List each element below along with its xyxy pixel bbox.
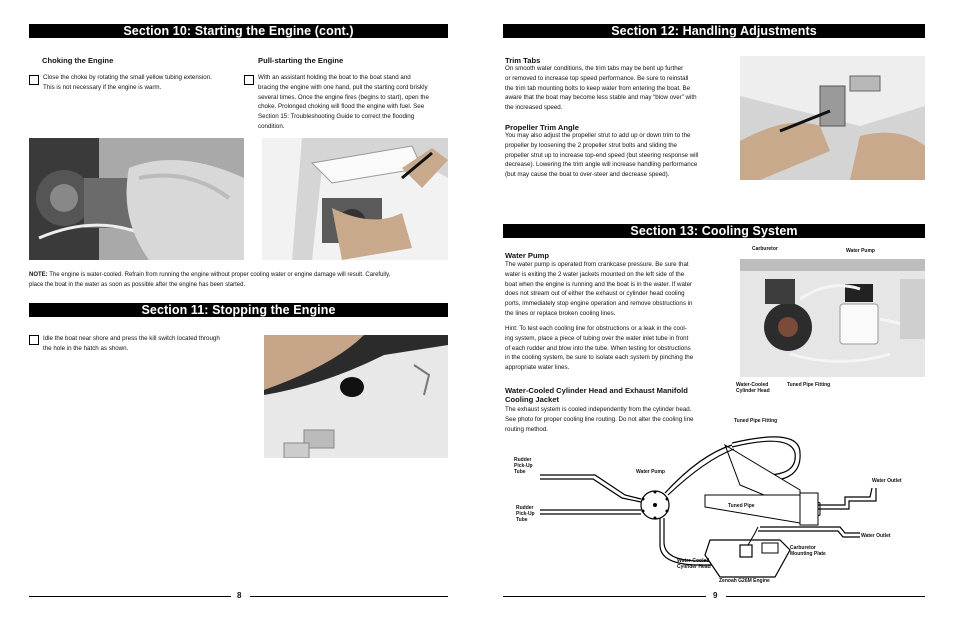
choking-heading: Choking the Engine: [42, 56, 114, 65]
cylinder-head-text: The exhaust system is cooled independently from the cylinder head. See photo for proper cooling line routing. Do not alter the cooling line routing method.: [505, 406, 694, 433]
trim-tabs-text: On smooth water conditions, the trim tabs may be bent up further or removed to increase top speed performance. Be sure to reinstall the trim tab mounting bolts to keep water from entering the boat. Be aware that the boat may become less stable and may “blow over” with the increased speed.: [505, 65, 697, 112]
trim-tab-photo-art: [740, 56, 925, 180]
note-label: NOTE:: [29, 272, 48, 278]
photo-label-cylinder-head: Water-Cooled Cylinder Head: [736, 382, 770, 394]
propeller-trim-heading: Propeller Trim Angle: [505, 123, 579, 132]
note-text: NOTE: The engine is water-cooled. Refrain from running the engine without proper cooling water or engine damage will result. Carefully, place the boat in the water as soon as possible after the engine has been started.: [29, 272, 391, 288]
cylinder-head-heading: Water-Cooled Cylinder Head and Exhaust Manifold Cooling Jacket: [505, 386, 688, 404]
pull-start-photo-art: [262, 138, 448, 260]
diagram-water-outlet-line-2: [760, 527, 860, 533]
pull-starting-checkbox[interactable]: [244, 75, 254, 85]
diagram-cylinder-head-block: [740, 545, 752, 557]
diagram-label-water-outlet-1: Water Outlet: [872, 478, 902, 484]
kill-switch-photo: [264, 335, 448, 458]
diagram-label-carburetor-plate: Carburetor Mounting Plate: [790, 545, 826, 557]
stopping-checkbox[interactable]: [29, 335, 39, 345]
hint-text: Hint: To test each cooling line for obstructions or a leak in the cool- ing system, place a piece of tubing over the water inlet tube in front of each rudder and blow into the tube. When testing for obstructions in the cooling system, be sure to isolate each system by pinching the appropriate water lines.: [505, 325, 694, 372]
cooling-photo: [740, 259, 925, 377]
trim-tab-photo: [740, 56, 925, 180]
diagram-label-cylinder-head: Water-Cooled Cylinder Head: [677, 558, 711, 570]
diagram-label-tuned-pipe: Tuned Pipe: [728, 503, 755, 509]
pull-starting-heading: Pull-starting the Engine: [258, 56, 344, 65]
choking-checkbox[interactable]: [29, 75, 39, 85]
trim-tabs-heading: Trim Tabs: [505, 56, 541, 65]
diagram-water-outlet-line-1: [818, 488, 872, 505]
diagram-label-water-pump: Water Pump: [636, 469, 665, 475]
photo-label-tuned-pipe-fitting: Tuned Pipe Fitting: [787, 382, 831, 388]
section-11-title: Section 11: Stopping the Engine: [141, 303, 336, 317]
diagram-label-water-outlet-2: Water Outlet: [861, 533, 891, 539]
left-footer-rule-1: [29, 596, 231, 597]
section-13-header: [503, 224, 925, 238]
section-13-title: Section 13: Cooling System: [630, 224, 798, 238]
pull-start-photo: [262, 138, 448, 260]
kill-switch-photo-art: [264, 335, 448, 458]
page-number-9: 9: [713, 591, 718, 600]
left-footer-rule-2: [250, 596, 448, 597]
choke-photo-art: [29, 138, 244, 260]
diagram-label-rudder-pickup-2: Rudder Pick-Up Tube: [516, 505, 535, 523]
page-number-8: 8: [237, 591, 242, 600]
choking-text: Close the choke by rotating the small yellow tubing extension. This is not necessary if the engine is warm.: [43, 74, 212, 91]
cooling-diagram: [500, 415, 925, 590]
cooling-photo-art: [740, 259, 925, 377]
choke-photo: [29, 138, 244, 260]
water-pump-text: The water pump is operated from crankcase pressure. Be sure that water is exiting the 2 water jackets mounted on the left side of the boat when the engine is running and the boat is in the water. If water does not stream out of either the exhaust or cylinder head cooling ports, immediately stop engine operation and remove obstructions in the lines or replace broken cooling lines.: [505, 261, 693, 317]
photo-label-carburetor: Carburetor: [752, 246, 778, 252]
section-11-header: [29, 303, 448, 317]
diagram-carburetor-plate: [762, 543, 778, 553]
pull-starting-text: With an assistant holding the boat to the boat stand and bracing the engine with one hand, pull the starting cord briskly several times. Once the engine fires (begins to start), open the choke. Prolonged choking will flood the engine with fuel. See Section 15: Troubleshooting Guide to correct the flooding condition.: [258, 74, 429, 130]
diagram-label-engine: Zenoah G26M Engine: [719, 578, 770, 584]
section-10-title: Section 10: Starting the Engine (cont.): [123, 24, 354, 38]
section-12-header: [503, 24, 925, 38]
photo-label-water-pump: Water Pump: [846, 248, 875, 254]
section-12-title: Section 12: Handling Adjustments: [611, 24, 817, 38]
right-footer-rule-1: [503, 596, 706, 597]
water-pump-heading: Water Pump: [505, 251, 550, 260]
stopping-text: Idle the boat near shore and press the kill switch located through the hole in the hatch as shown.: [43, 335, 220, 352]
right-footer-rule-2: [726, 596, 925, 597]
diagram-label-tuned-pipe-fitting: Tuned Pipe Fitting: [734, 418, 778, 424]
diagram-label-rudder-pickup-1: Rudder Pick-Up Tube: [514, 457, 533, 475]
section-10-header: [29, 24, 448, 38]
propeller-trim-text: You may also adjust the propeller strut to add up or down trim to the propeller by loosening the 2 propeller strut bolts and sliding the propeller strut up to increase top-end speed (but steering response will decrease). Lowering the trim angle will increase handling performance (but may cause the boat to over-steer and decrease speed).: [505, 132, 699, 179]
